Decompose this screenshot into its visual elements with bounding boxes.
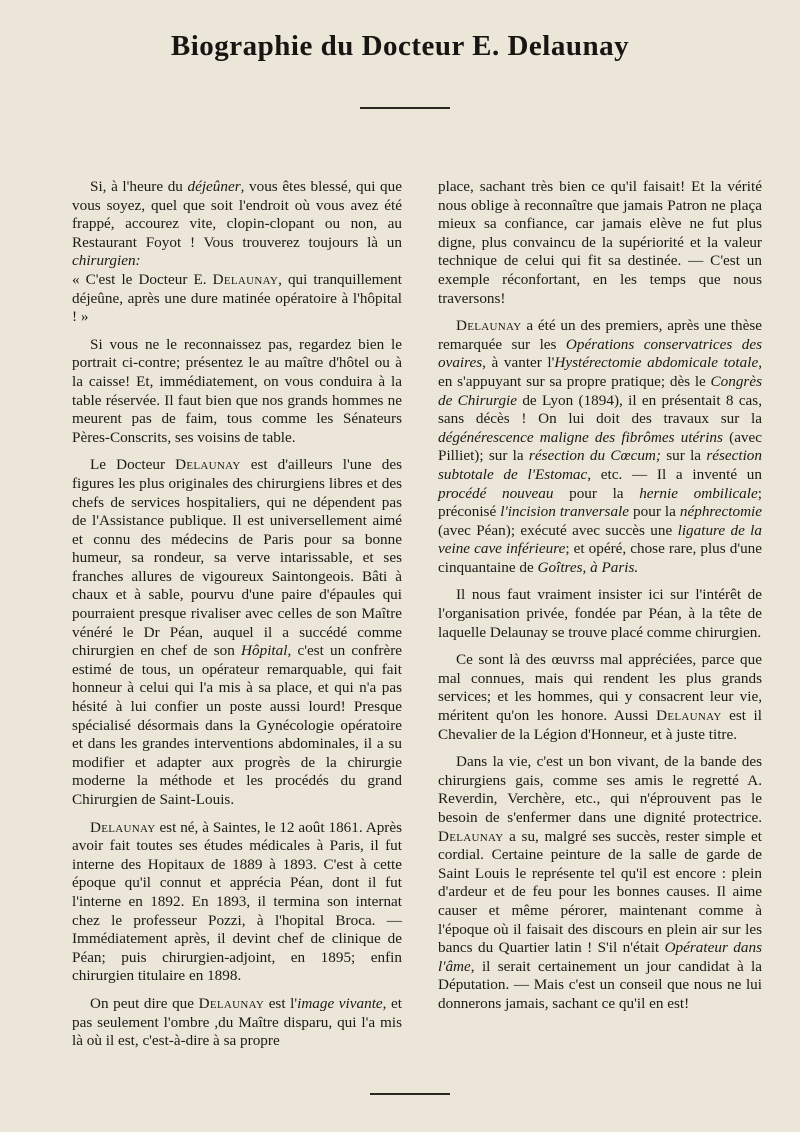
paragraph: Delaunay a été un des premiers, après une thèse remarquée sur les Opérations conservatrices des ovaires, à vanter l'Hystérectomie abdomicale totale, en s'appuyant sur sa propre pratique; dès le Congrès de Chirurgie de Lyon (1894), il en présentait 8 cas, sans décès ! On lui doit des travaux sur la dégénérescence maligne des fibrômes utérins (avec Pilliet); sur la résection du Cœcum; sur la résection subtotale de l'Estomac, etc. — Il a inventé un procédé nouveau pour la hernie ombilicale; préconisé l'incision tranversale pour la néphrectomie (avec Péan); exécuté avec succès une ligature de la veine cave inférieure; et opéré, chose rare, plus d'une cinquantaine de Goîtres, à Paris.	[438, 317, 763, 576]
paragraph: Si, à l'heure du déjeûner, vous êtes blessé, qui que vous soyez, quel que soit l'endroit où vous avez été frappé, accourez vite, clopin-clopant ou non, au Restaurant Foyot ! Vous trouverez toujours là un chirurgien: « C'est le Docteur E. Delaunay, qui tranquillement déjeûne, après une dure matinée opératoire à l'hôpital ! »	[72, 178, 402, 326]
paragraph: Il nous faut vraiment insister ici sur l'intérêt de l'organisation privée, fondée par Péan, à la tête de laquelle Delaunay se trouve placé comme chirurgien.	[438, 586, 762, 641]
bottom-divider	[370, 1093, 450, 1095]
paragraph: Si vous ne le reconnaissez pas, regardez bien le portrait ci-contre; présentez le au maître d'hôtel ou à la caisse! Et, immédiatement, on vous conduira à la table réservée. Il faut bien que nos grands hommes ne meurent pas de faim, tous comme les Sénateurs Pères-Conscrits, ses voisins de table.	[72, 335, 402, 446]
top-divider	[360, 107, 450, 109]
paragraph: Le Docteur Delaunay est d'ailleurs l'une des figures les plus originales des chirurgiens libres et des chefs de services hospitaliers, qui ne dépendent pas de l'Assistance publique. Il est universellement aimé et connu des médecins de Paris pour sa bonne humeur, sa rondeur, sa verve intarissable, et ses franches allures de vigoureux Saintongeois. Bâti à chaux et à sable, pourvu d'une paire d'épaules qui pourraient presque rivaliser avec celles de son Maître vénéré le Dr Péan, auquel il a succédé comme chirurgien en chef de son Hôpital, c'est un confrère estimé de tous, un opérateur remarquable, qui fait honneur à celui qui l'a mis à sa place, et qui n'a pas hésité à lui confier un poste aussi lourd! Presque spécialisé désormais dans la Gynécologie opératoire et dans les grandes interventions abdominales, il a su modifier et adapter aux progrès de la chirurgie moderne la méthode et les procédés du grand Chirurgien de Saint-Louis.	[72, 456, 402, 808]
left-column	[72, 178, 402, 1060]
paragraph: place, sachant très bien ce qu'il faisait! Et la vérité nous oblige à reconnaître que jamais Patron ne plaça mieux sa confiance, car jamais elève ne fut plus digne, plus convaincu de la supériorité et la valeur technique de celui qui fit sa destinée. — C'est un exemple réconfortant, en les temps que nous traversons!	[438, 178, 762, 307]
paragraph: On peut dire que Delaunay est l'image vivante, et pas seulement l'ombre ,du Maître disparu, qui l'a mis là où il est, c'est-à-dire à sa propre	[72, 994, 403, 1050]
page-title: Biographie du Docteur E. Delaunay	[170, 30, 630, 62]
paragraph: Ce sont là des œuvrss mal appréciées, parce que mal connues, mais qui rendent les plus grands services; et les hommes, qui y consacrent leur vie, méritent qu'on les honore. Aussi Delaunay est il Chevalier de la Légion d'Honneur, et à juste titre.	[438, 651, 762, 743]
right-column	[438, 178, 762, 1023]
paragraph: Dans la vie, c'est un bon vivant, de la bande des chirurgiens gais, comme ses amis le regretté A. Reverdin, Verchère, etc., qui n'éprouvent pas le besoin de s'enfermer dans une dignité protectrice. Delaunay a su, malgré ses succès, rester simple et cordial. Certaine peinture de la salle de garde de Saint Louis le représente tel qu'il est encore : plein d'ardeur et de feu pour les bonnes causes. Il aime causer et même pérorer, maintenant comme à l'époque où il faisait des discours en plein air sur les bancs du Quartier latin ! S'il n'était Opérateur dans l'âme, il serait certainement un jour candidat à la Députation. — Mais c'est un conseil que nous ne lui donnerons jamais, sachant ce qu'il en est!	[438, 753, 762, 1012]
paragraph: Delaunay est né, à Saintes, le 12 août 1861. Après avoir fait toutes ses études médicales à Paris, il fut interne des Hopitaux de 1889 à 1893. C'est à cette époque qu'il connut et apprécia Péan, dont il fut l'interne en 1892. En 1893, il termina son internat chez le professeur Pozzi, à l'hopital Broca. — Immédiatement après, il devint chef de clinique de Péan; puis chirurgien-adjoint, en 1895; enfin chirurgien titulaire en 1898.	[72, 818, 402, 985]
